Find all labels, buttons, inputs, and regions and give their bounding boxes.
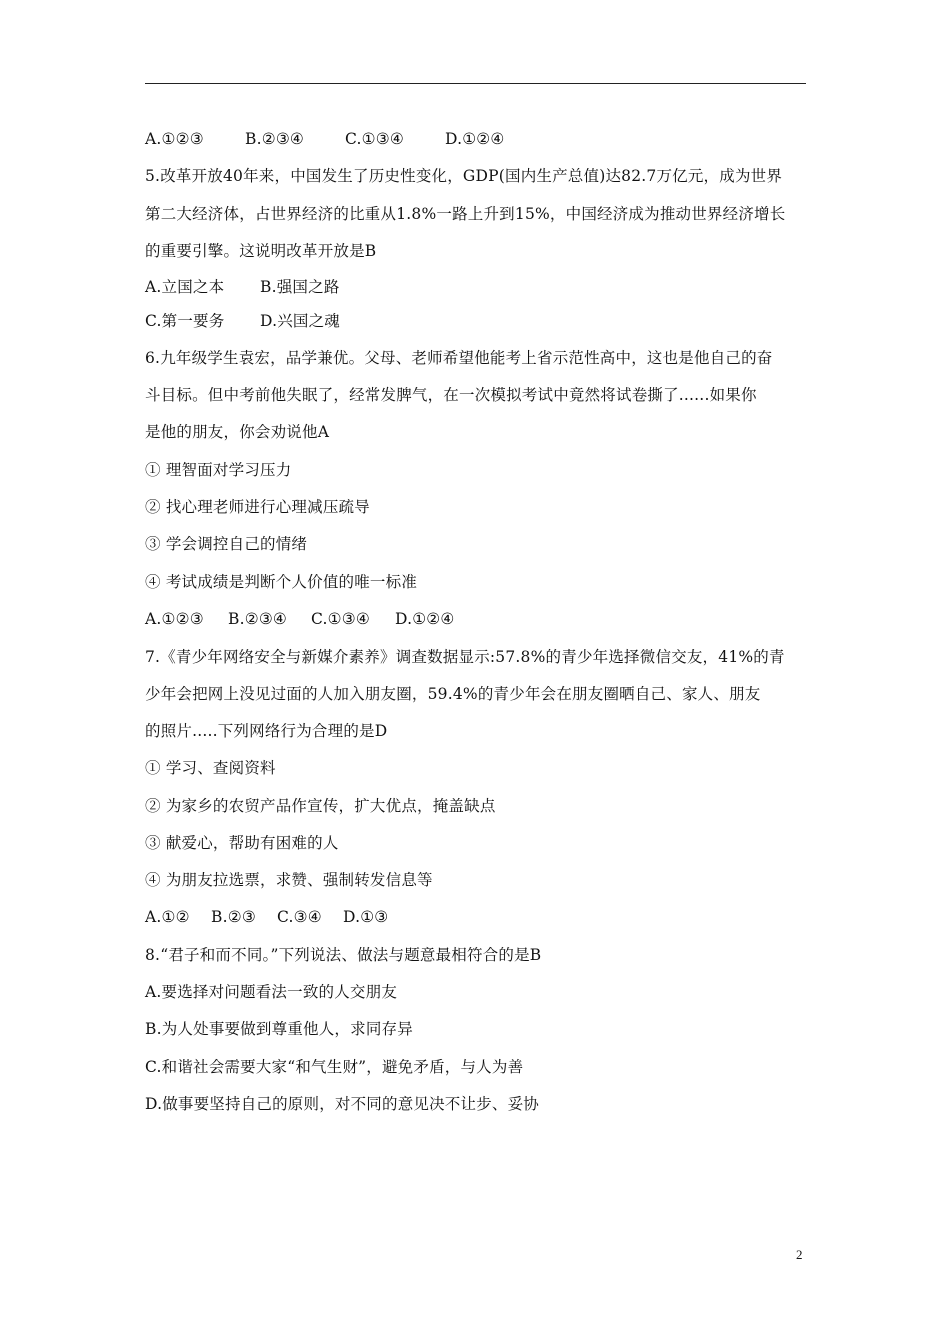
- q6-options: [145, 609, 455, 629]
- q4-option-c: C.①③④: [345, 130, 404, 148]
- q4-options: [145, 129, 505, 149]
- q6-option-c: C.①③④: [311, 610, 370, 628]
- q5-option-d: D.兴国之魂: [260, 312, 341, 330]
- q7-stem-line-1: 7.《青少年网络安全与新媒介素养》调查数据显示:57.8%的青少年选择微信交友，41%的青: [145, 648, 785, 666]
- q5-stem-line-2: 第二大经济体，占世界经济的比重从1.8%一路上升到15%，中国经济成为推动世界经济增长: [145, 205, 786, 223]
- q7-statement-2: ② 为家乡的农贸产品作宣传，扩大优点，掩盖缺点: [145, 797, 496, 815]
- q8-option-a: A.要选择对问题看法一致的人交朋友: [145, 983, 398, 1001]
- q6-stem-line-3: 是他的朋友，你会劝说他A: [145, 423, 330, 441]
- q6-statement-1: ① 理智面对学习压力: [145, 461, 292, 479]
- q4-option-a: A.①②③: [145, 130, 204, 148]
- q7-statement-4: ④ 为朋友拉选票，求赞、强制转发信息等: [145, 871, 433, 889]
- q5-option-c: C.第一要务: [145, 312, 225, 330]
- q5-stem-line-1: 5.改革开放40年来，中国发生了历史性变化，GDP(国内生产总值)达82.7万亿元，成为世界: [145, 167, 783, 185]
- q6-option-b: B.②③④: [228, 610, 288, 628]
- q6-option-a: A.①②③: [145, 610, 204, 628]
- q7-option-b: B.②③: [211, 908, 256, 926]
- q8-option-b: B.为人处事要做到尊重他人，求同存异: [145, 1020, 413, 1038]
- q5-options-row-2: [145, 311, 340, 331]
- header-rule: [145, 83, 806, 84]
- q6-statement-3: ③ 学会调控自己的情绪: [145, 535, 308, 553]
- q8-option-d: D.做事要坚持自己的原则，对不同的意见决不让步、妥协: [145, 1095, 540, 1113]
- q7-option-c: C.③④: [277, 908, 322, 926]
- q7-statement-3: ③ 献爱心，帮助有困难的人: [145, 834, 339, 852]
- q4-option-b: B.②③④: [245, 130, 305, 148]
- q5-option-b: B.强国之路: [260, 278, 340, 296]
- q6-stem-line-2: 斗目标。但中考前他失眠了，经常发脾气，在一次模拟考试中竟然将试卷撕了......如果你: [145, 386, 757, 404]
- q5-options-row-1: [145, 277, 340, 297]
- q8-option-c: C.和谐社会需要大家“和气生财”，避免矛盾，与人为善: [145, 1058, 524, 1076]
- q4-option-d: D.①②④: [445, 130, 505, 148]
- q7-stem-line-2: 少年会把网上没见过面的人加入朋友圈，59.4%的青少年会在朋友圈晒自己、家人、朋友: [145, 685, 761, 703]
- q6-statement-4: ④ 考试成绩是判断个人价值的唯一标准: [145, 573, 418, 591]
- q6-option-d: D.①②④: [395, 610, 455, 628]
- q8-stem: 8.“君子和而不同。”下列说法、做法与题意最相符合的是B: [145, 946, 542, 964]
- q6-statement-2: ② 找心理老师进行心理减压疏导: [145, 498, 370, 516]
- page-number: 2: [796, 1247, 803, 1262]
- q6-stem-line-1: 6.九年级学生袁宏，品学兼优。父母、老师希望他能考上省示范性高中，这也是他自己的奋: [145, 349, 773, 367]
- q7-options: [145, 907, 388, 927]
- q7-statement-1: ① 学习、查阅资料: [145, 759, 276, 777]
- q5-stem-line-3: 的重要引擎。这说明改革开放是B: [145, 242, 377, 260]
- q7-stem-line-3: 的照片.....下列网络行为合理的是D: [145, 722, 388, 740]
- q7-option-a: A.①②: [145, 908, 190, 926]
- q7-option-d: D.①③: [343, 908, 389, 926]
- q5-option-a: A.立国之本: [145, 278, 225, 296]
